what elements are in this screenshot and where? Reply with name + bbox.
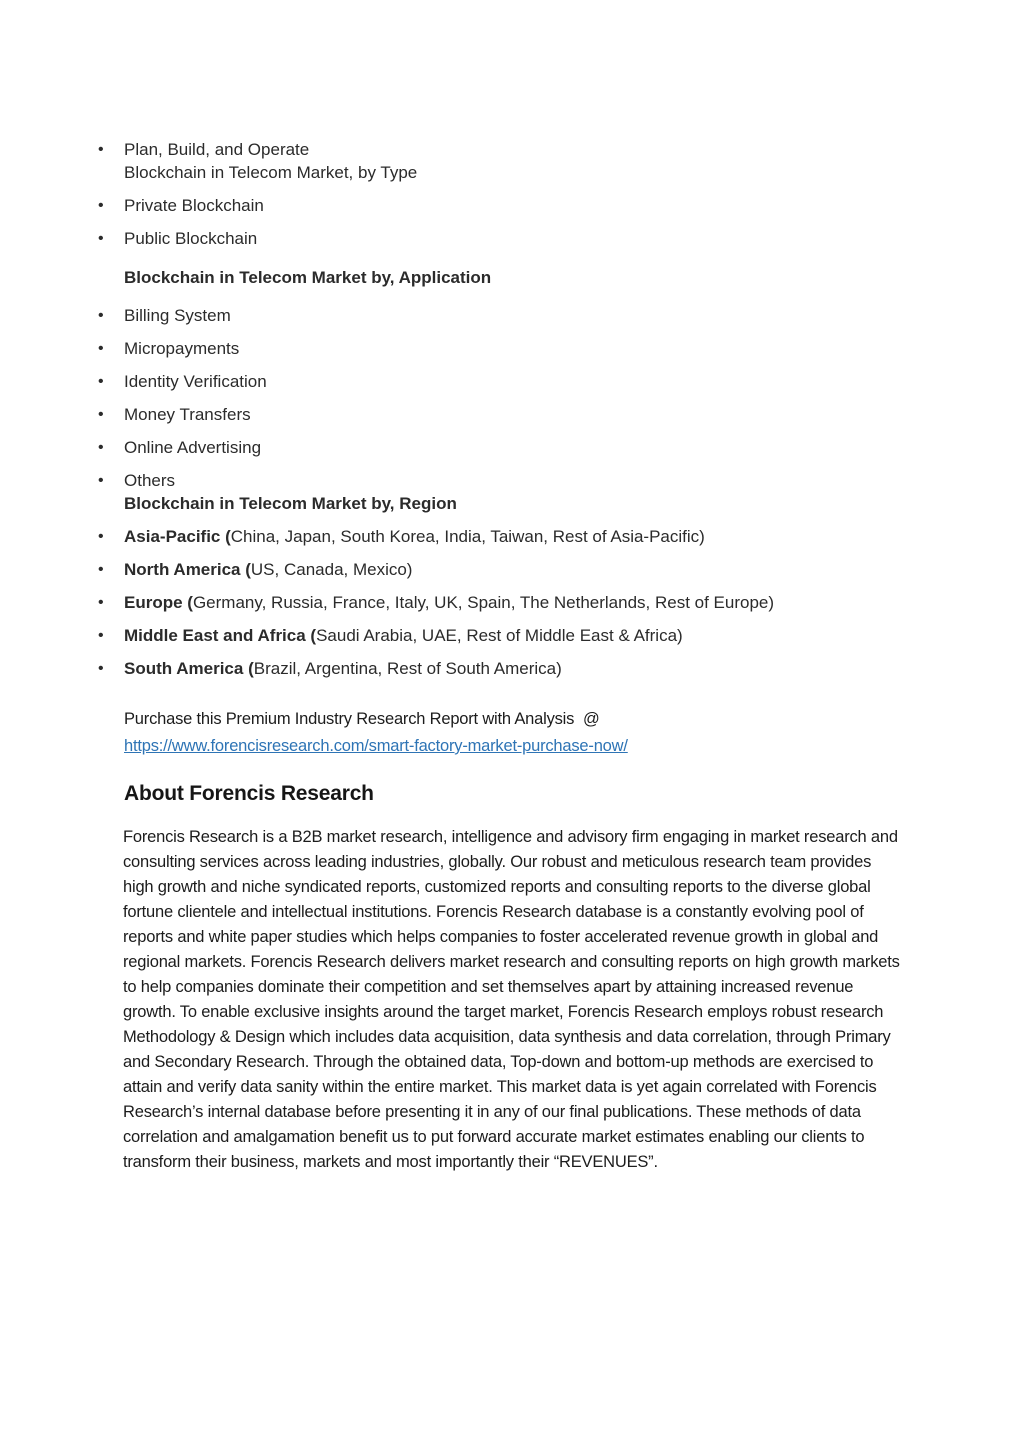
bullet-icon: • [98, 141, 104, 158]
list-item [96, 657, 923, 680]
list-item-line: Private Blockchain [124, 196, 264, 215]
bullet-icon: • [98, 230, 104, 247]
bullet-icon: • [98, 340, 104, 357]
list-item [96, 370, 923, 393]
list-item [96, 304, 923, 327]
bullet-icon: • [98, 406, 104, 423]
list-item [96, 337, 923, 360]
region-name: Europe ( [124, 593, 193, 612]
purchase-block [124, 706, 923, 760]
bullet-icon: • [98, 627, 104, 644]
list-item-line: Plan, Build, and Operate [124, 140, 310, 159]
region-countries: Germany, Russia, France, Italy, UK, Spain, The Netherlands, Rest of Europe) [192, 593, 775, 612]
region-bullet-list [96, 525, 923, 680]
region-countries: US, Canada, Mexico) [250, 560, 413, 579]
list-item [96, 624, 923, 647]
region-name: Middle East and Africa ( [124, 626, 317, 645]
type-bullet-list [96, 138, 923, 250]
region-countries: Brazil, Argentina, Rest of South America) [253, 659, 562, 678]
list-item-line: Blockchain in Telecom Market, by Type [124, 163, 418, 182]
bullet-icon: • [98, 373, 104, 390]
list-item-line: Identity Verification [124, 372, 267, 391]
list-item-line: Public Blockchain [124, 229, 258, 248]
list-item [96, 469, 923, 515]
list-item [96, 403, 923, 426]
bullet-icon: • [98, 307, 104, 324]
list-item [96, 138, 923, 184]
region-section-heading: Blockchain in Telecom Market by, Region [124, 494, 457, 513]
region-name: South America ( [124, 659, 254, 678]
list-item-line: Online Advertising [124, 438, 262, 457]
bullet-icon: • [98, 528, 104, 545]
bullet-icon: • [98, 594, 104, 611]
purchase-link[interactable]: https://www.forencisresearch.com/smart-factory-market-purchase-now/ [124, 737, 628, 755]
application-bullet-list [96, 304, 923, 515]
bullet-icon: • [98, 472, 104, 489]
list-item [96, 591, 923, 614]
list-item-line: Billing System [124, 306, 231, 325]
application-section-heading: Blockchain in Telecom Market by, Application [124, 268, 492, 287]
region-name: Asia-Pacific ( [124, 527, 231, 546]
list-item [96, 436, 923, 459]
about-paragraph: Forencis Research is a B2B market research, intelligence and advisory firm engaging in market research and consulting services across leading industries, globally. Our robust and meticulous research team provides high growth and niche syndicated reports, customized reports and consulting reports to the diverse global fortune clientele and intellectual institutions. Forencis Research database is a constantly evolving pool of reports and white paper studies which helps companies to foster accelerated revenue growth in global and regional markets. Forencis Research delivers market research and consulting reports on high growth markets to help companies dominate their competition and set themselves apart by attaining increased revenue growth. To enable exclusive insights around the target market, Forencis Research employs robust research Methodology & Design which includes data acquisition, data synthesis and data correlation, through Primary and Secondary Research. Through the obtained data, Top-down and bottom-up methods are exercised to attain and verify data sanity within the entire market. This market data is yet again correlated with Forencis Research’s internal database before presenting it in any of our final publications. These methods of data correlation and amalgamation benefit us to put forward accurate market estimates enabling our clients to transform their business, markets and most importantly their “REVENUES”. [123, 828, 900, 1171]
list-item [96, 227, 923, 250]
region-countries: Saudi Arabia, UAE, Rest of Middle East & Africa) [316, 626, 683, 645]
list-item-line: Others [124, 471, 176, 490]
bullet-icon: • [98, 197, 104, 214]
list-item [96, 525, 923, 548]
bullet-icon: • [98, 439, 104, 456]
region-name: North America ( [124, 560, 251, 579]
list-item [96, 194, 923, 217]
about-heading: About Forencis Research [124, 782, 374, 805]
purchase-text: Purchase this Premium Industry Research Report with Analysis @ [124, 710, 600, 728]
bullet-icon: • [98, 660, 104, 677]
region-countries: China, Japan, South Korea, India, Taiwan, Rest of Asia-Pacific) [230, 527, 705, 546]
list-item [96, 558, 923, 581]
list-item-line: Micropayments [124, 339, 240, 358]
bullet-icon: • [98, 561, 104, 578]
list-item-line: Money Transfers [124, 405, 251, 424]
